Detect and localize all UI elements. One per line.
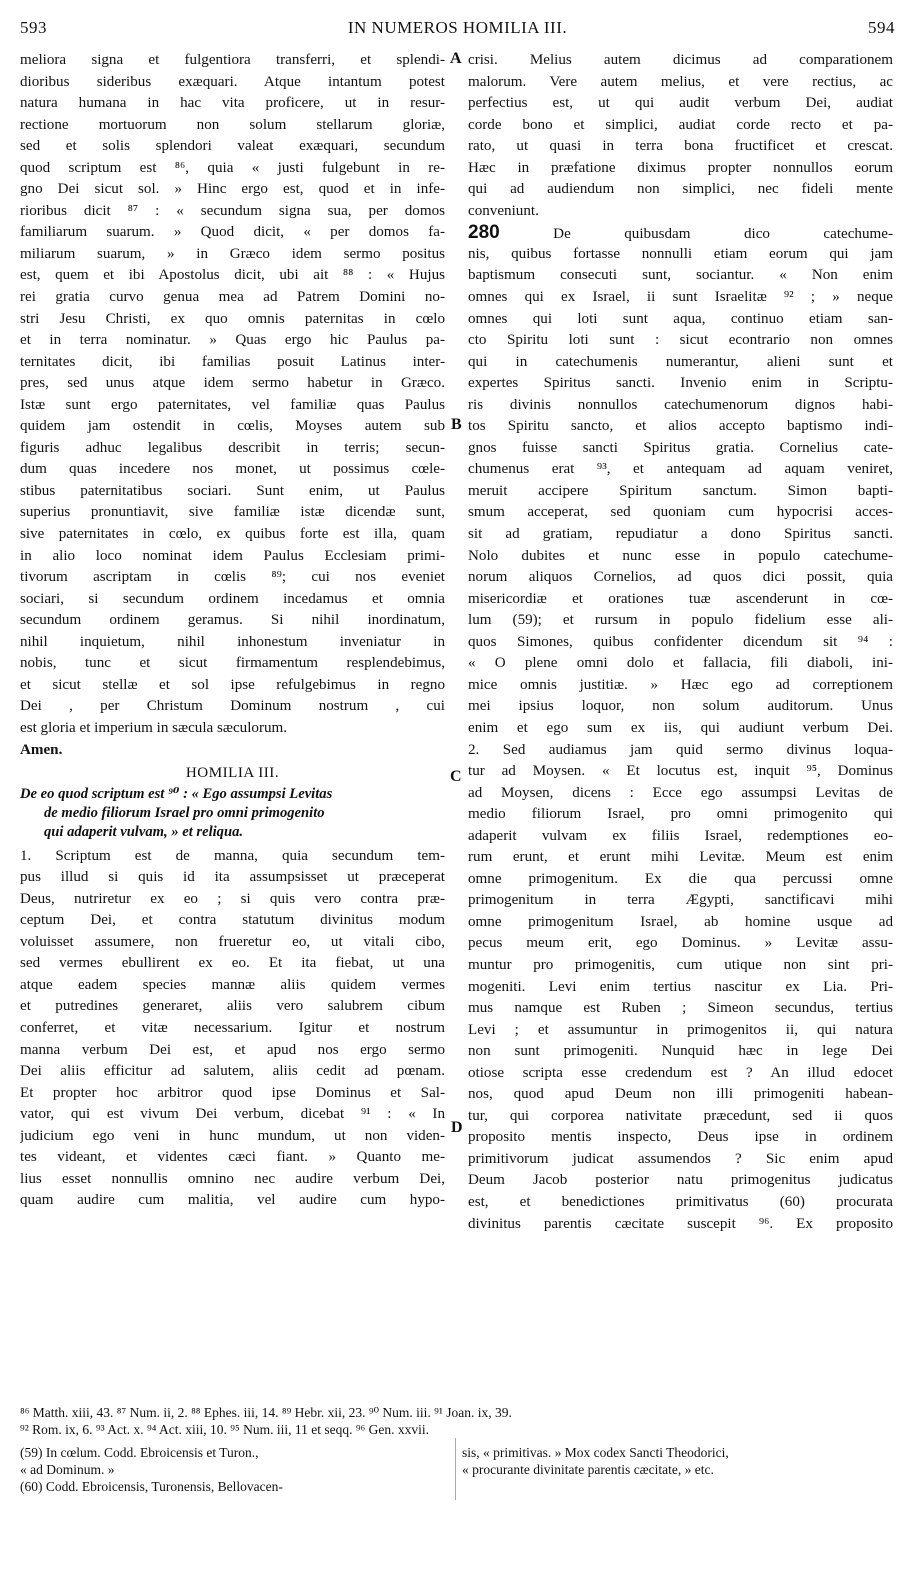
text-line: nis, quibus fortasse nonnulli etiam eorum qui jam bbox=[468, 245, 893, 262]
text-line: Levi ; et assumuntur in primogenitos ii, qui natura bbox=[468, 1021, 893, 1038]
text-line: expertes Spiritus sancti. Invenio enim in Scriptu- bbox=[468, 375, 893, 392]
text-line: dum quas incedere nos monet, ut possimus cœle- bbox=[20, 461, 445, 478]
text-line: conveniunt. bbox=[468, 202, 539, 219]
text-line: perfectius est, ut qui audit verbum Dei, audiat bbox=[468, 95, 893, 112]
right-text-block-a bbox=[468, 50, 893, 222]
text-line: primogenitum in terra Ægypti, sanctificavi mihi bbox=[468, 892, 893, 909]
text-line: corde bono et simplici, audiat corde recto et pa- bbox=[468, 116, 893, 133]
text-line: nos, quod apud Deum non illi primogeniti habean- bbox=[468, 1086, 893, 1103]
text-line: ceptum Dei, et contra statutum divinitus modum bbox=[20, 912, 445, 929]
text-line: lum (59); et rursum in populo fidelium esse ali- bbox=[468, 612, 893, 629]
text-line: rato, ut quasi in terra bona fructificet et crescat. bbox=[468, 138, 893, 155]
text-line: ris divinis nonnullos catechumenorum dignos habi- bbox=[468, 396, 893, 413]
text-line: natura humana in hac vita proficere, ut in resur- bbox=[20, 95, 445, 112]
page-number-left: 593 bbox=[20, 18, 47, 37]
text-line: dioribus sideribus exæquari. Atque intantum potest bbox=[20, 73, 445, 90]
text-line: omne primogenitum Israel, ab homine usque ad bbox=[468, 913, 893, 930]
text-line: baptismum consecuti sunt, sociantur. « Non enim bbox=[468, 267, 893, 284]
notes-divider bbox=[455, 1438, 456, 1500]
text-line: est gloria et imperium in sæcula sæculorum. bbox=[20, 719, 288, 736]
text-line: sed vermes ebullirent ex eo. Et ita fiebat, ut una bbox=[20, 955, 445, 972]
page-number-right: 594 bbox=[868, 18, 895, 37]
text-line: « O plene omni dolo et fallacia, fili diaboli, ini- bbox=[468, 655, 893, 672]
text-line: sit ad gratiam, repudiatur a dono Spiritus sancti. bbox=[468, 526, 893, 543]
text-line: Nolo dubites et nunc esse in populo catechume- bbox=[468, 547, 893, 564]
text-line: stibus paternitatibus sociari. Sunt enim, ut Paulus bbox=[20, 482, 445, 499]
text-line: mus namque est Ruben ; Simeon secundus, tertius bbox=[468, 1000, 893, 1017]
text-line: figuris adhuc legalibus describit in terris; secun- bbox=[20, 439, 445, 456]
text-line: ternitates dicit, ibi familias posuit Latinus inter- bbox=[20, 353, 445, 370]
text-line: 2. Sed audiamus jam quid sermo divinus loqua- bbox=[468, 741, 893, 758]
column-number: 280 bbox=[468, 222, 500, 244]
text-line: Istæ sunt ergo paternitates, vel familiæ quas Paulus bbox=[20, 396, 445, 413]
text-line: proposito mentis inspecto, Deus ipse in ordinem bbox=[468, 1129, 893, 1146]
text-line: sive paternitates in cœlo, ex quibus forte est illa, quam bbox=[20, 526, 445, 543]
text-line: Dei , per Christum Dominum nostrum , cui bbox=[20, 698, 445, 715]
text-line: manna verbum Dei est, et apud nos ergo sermo bbox=[20, 1041, 445, 1058]
text-line: omne primogenitum. Ex die qua percussi omne bbox=[468, 870, 893, 887]
subtitle-line: de medio filiorum Israel pro omni primogenito bbox=[44, 804, 325, 821]
text-line: sed et solis splendori valeat exæquari, secundum bbox=[20, 138, 445, 155]
text-line: rioribus dicit ⁸⁷ : « secundum signa sua, per domos bbox=[20, 202, 445, 219]
text-line: familiarum suarum. » Quod dicit, « per domos fa- bbox=[20, 224, 445, 241]
text-line: cto Spiritu loti sunt : sicut econtrario non omnes bbox=[468, 332, 893, 349]
right-column bbox=[468, 50, 893, 1235]
text-line: sociari, si secundum ordinem incedamus et omnia bbox=[20, 590, 445, 607]
scripture-references bbox=[20, 1404, 895, 1438]
text-line: quod scriptum est ⁸⁶, quia « justi fulgebunt in re- bbox=[20, 159, 445, 176]
left-text-block-b bbox=[20, 846, 445, 1212]
text-line: primitivorum judicat assumendos ? Sic enim apud bbox=[468, 1150, 893, 1167]
text-line: rum erunt, et erunt mihi Levitæ. Meum est enim bbox=[468, 849, 893, 866]
note-line: « procurante divinitate parentis cæcitate, » etc. bbox=[462, 1462, 714, 1477]
text-line: est, et benedictiones primitivatus (60) procurata bbox=[468, 1193, 893, 1210]
reference-line: ⁹² Rom. ix, 6. ⁹³ Act. x. ⁹⁴ Act. xiii, 10. ⁹⁵ Num. iii, 11 et seqq. ⁹⁶ Gen. xxvii. bbox=[20, 1422, 429, 1437]
homily-title: HOMILIA III. bbox=[185, 765, 280, 782]
text-line: pecus meum erit, ego Dominus. » Levitæ assu- bbox=[468, 935, 893, 952]
text-line: qui ad audiendum non simplici, nec fideli mente bbox=[468, 181, 893, 198]
text-line: quidem jam ostendit in cœlis, Moyses autem sub bbox=[20, 418, 445, 435]
text-line: secundum ordinem geramus. Si nihil inordinatum, bbox=[20, 612, 445, 629]
text-line: meruit accipere Spiritum sanctum. Simon bapti- bbox=[468, 482, 893, 499]
text-line: tur, qui corporea nativitate præcedunt, sed ii quos bbox=[468, 1107, 893, 1124]
text-line: crisi. Melius autem dicimus ad comparationem bbox=[468, 52, 893, 68]
text-line: voluisset assumere, non frueretur eo, ut vitali cibo, bbox=[20, 933, 445, 950]
text-line: atque eadem species mannæ aliis quidem vermes bbox=[20, 976, 445, 993]
text-line: vator, qui est vivum Dei verbum, dicebat ⁹¹ : « In bbox=[20, 1106, 445, 1123]
text-line: Dei aliis efficitur ad salutem, aliis cedit ad pœnam. bbox=[20, 1063, 445, 1080]
text-line: Et propter hoc arbitror quod ipse Dominus et Sal- bbox=[20, 1084, 445, 1101]
text-line: otiose scripta esse credendum est ? An illud edocet bbox=[468, 1064, 893, 1081]
text-line: pres, sed unus atque idem sermo habetur in Græco. bbox=[20, 375, 445, 392]
text-line: tos Spiritu sancto, et alios accepto baptismo indi- bbox=[468, 418, 893, 435]
text-line: nobis, tunc et sicut firmamentum resplendebimus, bbox=[20, 655, 445, 672]
note-line: (59) In cœlum. Codd. Ebroicensis et Turon., bbox=[20, 1445, 259, 1460]
text-line: judicium ego veni in hunc mundum, ut non viden- bbox=[20, 1127, 445, 1144]
text-line: mogeniti. Levi enim tertius nascitur ex Lia. Pri- bbox=[468, 978, 893, 995]
text-line: ad Moysen, dicens : Ecce ego assumpsi Levitas de bbox=[468, 784, 893, 801]
text-line: in alio loco nominat idem Paulus Ecclesiam primi- bbox=[20, 547, 445, 564]
homily-subtitle bbox=[20, 785, 445, 842]
column-number-line-text: De quibusdam dico catechume- bbox=[499, 226, 893, 243]
amen-line: Amen. bbox=[20, 741, 63, 758]
left-text-block-a bbox=[20, 50, 445, 740]
text-line: rectione mortuorum non solum stellarum gloriæ, bbox=[20, 116, 445, 133]
right-text-block-b bbox=[468, 244, 893, 1235]
text-line: mice omnis justitiæ. » Hæc ego ad correptionem bbox=[468, 676, 893, 693]
text-line: norum aliquos Cornelios, ad quos dici possit, quia bbox=[468, 569, 893, 586]
text-line: Deum Jacob posterior natu primogenitus judicatus bbox=[468, 1172, 893, 1189]
running-title: IN NUMEROS HOMILIA III. bbox=[347, 18, 568, 37]
text-line: quam audire cum malitia, vel audire cum hypo- bbox=[20, 1192, 445, 1209]
text-line: 1. Scriptum est de manna, quia secundum tem- bbox=[20, 847, 445, 864]
text-line: non sunt primogeniti. Nunquid hæc in lege Dei bbox=[468, 1043, 893, 1060]
margin-letter-b: B bbox=[451, 416, 462, 433]
text-line: tur ad Moysen. « Et locutus est, inquit ⁹⁵, Dominus bbox=[468, 763, 893, 780]
margin-letter-c: C bbox=[450, 768, 462, 785]
text-line: enim et ego sum ex iis, qui audiunt verbum Dei. bbox=[468, 719, 893, 736]
critical-notes-left bbox=[20, 1444, 450, 1495]
text-line: omnes qui loti sunt aqua, continuo etiam san- bbox=[468, 310, 893, 327]
text-line: gno Dei sicut sol. » Hinc ergo est, quod et in infe- bbox=[20, 181, 445, 198]
text-line: omnes qui ex Israel, ii sunt Israelitæ ⁹² ; » neque bbox=[468, 289, 893, 306]
text-line: qui in catechumenis numerantur, alieni sunt et bbox=[468, 353, 893, 370]
text-line: conferret, et vitæ necessarium. Igitur et nostrum bbox=[20, 1019, 445, 1036]
text-line: meliora signa et fulgentiora transferri, et splendi- bbox=[20, 52, 445, 68]
running-header bbox=[20, 18, 895, 44]
text-line: muntur pro primogenitis, cum utique non sint pri- bbox=[468, 956, 893, 973]
text-line: medio filiorum Israel, pro omni primogenito qui bbox=[468, 806, 893, 823]
left-column bbox=[20, 50, 445, 1212]
text-line: misericordiæ et orationes tuæ ascenderunt in cœ- bbox=[468, 590, 893, 607]
note-line: sis, « primitivas. » Mox codex Sancti Theodorici, bbox=[462, 1445, 729, 1460]
text-line: tivorum ascriptam in cœlis ⁸⁹; cui nos eveniet bbox=[20, 569, 445, 586]
column-number-line bbox=[468, 222, 893, 244]
text-line: smum acceperat, sed quoniam cum hypocrisi acces- bbox=[468, 504, 893, 521]
subtitle-line: qui adaperit vulvam, » et reliqua. bbox=[44, 823, 244, 840]
text-line: lius esset nonnullis omnino nec audire verbum Dei, bbox=[20, 1170, 445, 1187]
text-line: et in terra nominatur. » Quas ergo hic Paulus pa- bbox=[20, 332, 445, 349]
text-line: divinitus parentis cæcitate suscepit ⁹⁶. Ex proposito bbox=[468, 1215, 893, 1232]
text-line: stri Jesu Christi, ex quo omnis paternitas in cœlo bbox=[20, 310, 445, 327]
text-line: quos Simones, quibus confidenter dicendum sit ⁹⁴ : bbox=[468, 633, 893, 650]
text-line: tes videant, et videntes cæci fiant. » Quanto me- bbox=[20, 1149, 445, 1166]
text-line: rei gratia curvo genua mea ad Patrem Domini no- bbox=[20, 289, 445, 306]
critical-notes-right bbox=[462, 1444, 895, 1478]
text-line: est, quem et ibi Apostolus dicit, ubi ait ⁸⁸ : « Hujus bbox=[20, 267, 445, 284]
margin-letter-d: D bbox=[451, 1119, 463, 1136]
text-line: pus illud si quis id ita assumpsisset ut præceperat bbox=[20, 869, 445, 886]
text-line: miliarum suarum, » in Græco idem sermo positus bbox=[20, 245, 445, 262]
text-line: superius pronuntiavit, sive familiæ istæ dicendæ sunt, bbox=[20, 504, 445, 521]
text-line: gnos fuisse sancti Spiritus gratia. Cornelius cate- bbox=[468, 439, 893, 456]
note-line: (60) Codd. Ebroicensis, Turonensis, Bellovacen- bbox=[20, 1479, 283, 1494]
reference-line: ⁸⁶ Matth. xiii, 43. ⁸⁷ Num. ii, 2. ⁸⁸ Ephes. iii, 14. ⁸⁹ Hebr. xii, 23. ⁹⁰ Num. iii. ⁹¹ Joan. ix, 39. bbox=[20, 1405, 512, 1420]
text-line: adaperit vulvam ex filiis Israel, redemptiones eo- bbox=[468, 827, 893, 844]
text-line: et sicut stellæ et sol ipse refulgebimus in regno bbox=[20, 676, 445, 693]
text-line: chumenus erat ⁹³, et antequam ad aquam veniret, bbox=[468, 461, 893, 478]
text-line: mei ipsius loquor, non solum auditorum. Unus bbox=[468, 698, 893, 715]
text-line: malorum. Vere autem melius, et vere rectius, ac bbox=[468, 73, 893, 90]
margin-letter-a: A bbox=[450, 50, 462, 67]
text-line: et putredines generaret, aliis vero salubrem cibum bbox=[20, 998, 445, 1015]
text-line: Deus, nutriretur ex eo ; si quis vero contra præ- bbox=[20, 890, 445, 907]
subtitle-line: De eo quod scriptum est ⁹⁰ : « Ego assumpsi Levitas bbox=[20, 785, 333, 802]
text-line: Hæc in præfatione diximus propter nonnullos eorum bbox=[468, 159, 893, 176]
text-line: nihil inquietum, nihil inhonestum inveniatur in bbox=[20, 633, 445, 650]
note-line: « ad Dominum. » bbox=[20, 1462, 115, 1477]
